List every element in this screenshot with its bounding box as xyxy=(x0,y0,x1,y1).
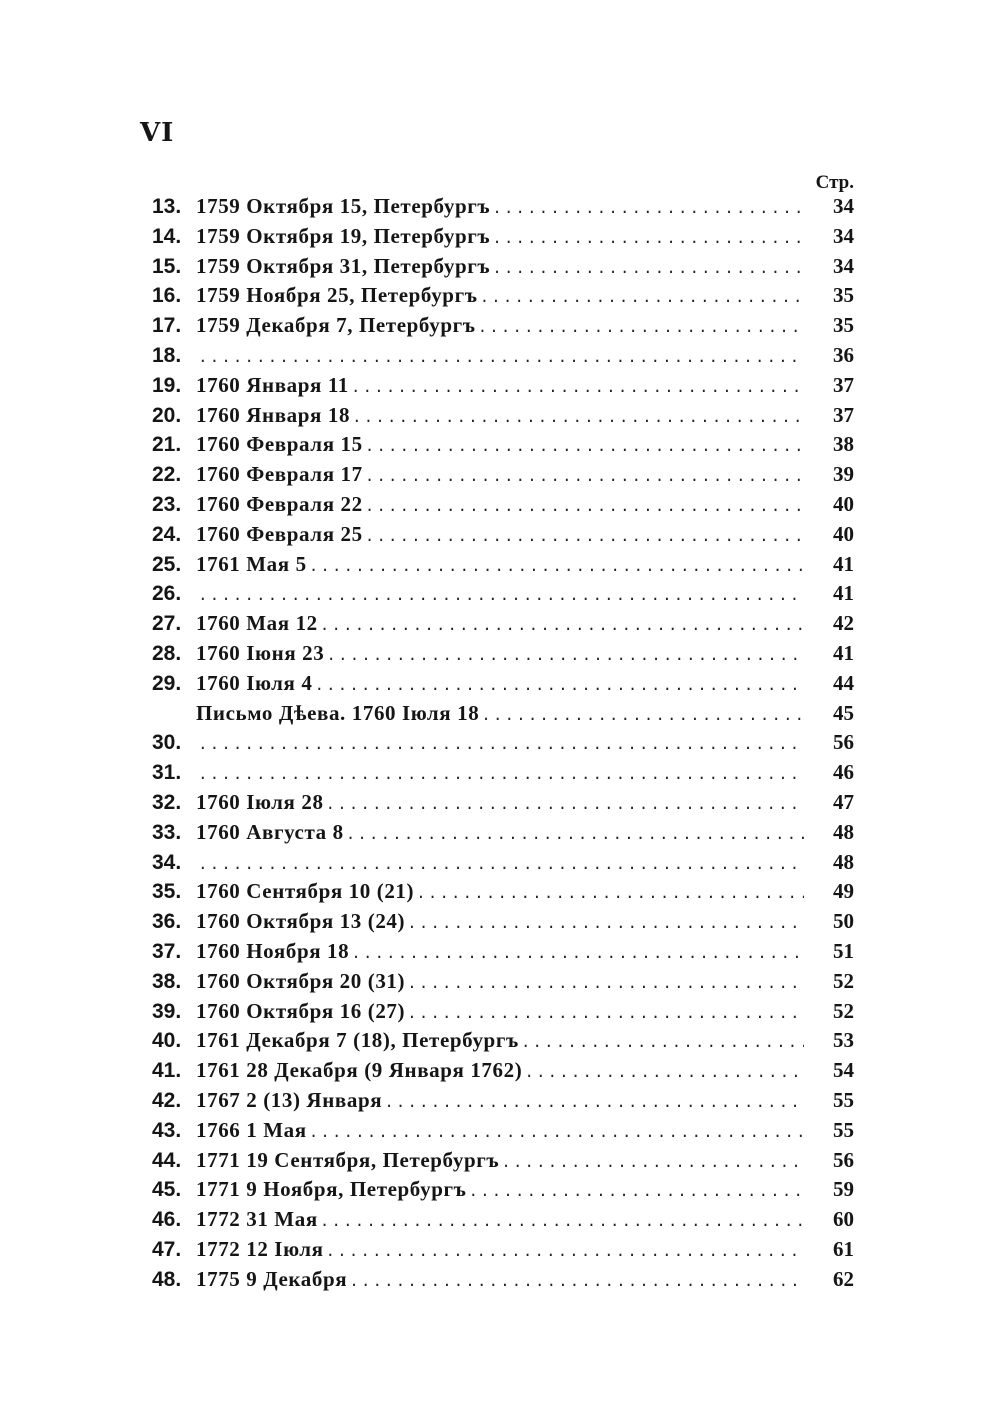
entry-number: 44. xyxy=(152,1148,182,1172)
toc-entry xyxy=(152,999,854,1029)
toc-entry xyxy=(152,313,854,343)
entry-number: 37. xyxy=(152,939,182,963)
entry-page: 38 xyxy=(833,432,854,457)
entry-page: 52 xyxy=(833,998,854,1023)
dot-leader xyxy=(481,707,804,725)
dot-leader xyxy=(492,230,804,248)
entry-title: 1759 Декабря 7, Петербургъ xyxy=(196,313,476,338)
dot-leader xyxy=(524,1064,804,1082)
entry-title: 1760 Февраля 15 xyxy=(196,432,363,457)
entry-title: 1760 Ноября 18 xyxy=(196,938,350,963)
entry-page: 41 xyxy=(833,581,854,606)
entry-title: 1759 Октября 15, Петербургъ xyxy=(196,194,491,218)
entry-number: 21. xyxy=(152,433,182,457)
entry-number: 27. xyxy=(152,612,182,636)
entry-number: 22. xyxy=(152,463,182,487)
dot-leader xyxy=(365,498,804,516)
toc-entry xyxy=(152,1237,854,1267)
toc-entry xyxy=(152,373,854,403)
entry-number: 25. xyxy=(152,552,182,576)
toc-entry xyxy=(152,760,854,790)
entry-page: 55 xyxy=(833,1117,854,1142)
entry-page: 56 xyxy=(833,1147,854,1172)
dot-leader xyxy=(349,1273,804,1291)
entry-page: 52 xyxy=(833,968,854,993)
entry-page: 44 xyxy=(833,670,854,695)
toc-entry xyxy=(152,432,854,462)
dot-leader xyxy=(384,1094,804,1112)
entry-page: 37 xyxy=(833,372,854,397)
toc-entry xyxy=(152,641,854,671)
dot-leader xyxy=(198,766,804,784)
entry-title: 1759 Ноября 25, Петербургъ xyxy=(196,283,478,308)
entry-page: 40 xyxy=(833,521,854,546)
toc-entry xyxy=(152,879,854,909)
entry-title: 1759 Октября 19, Петербургъ xyxy=(196,223,491,248)
entry-title: 1772 12 Іюля xyxy=(196,1236,324,1261)
dot-leader xyxy=(351,379,804,397)
entry-number: 41. xyxy=(152,1059,182,1083)
entry-page: 48 xyxy=(833,849,854,874)
entry-page: 36 xyxy=(833,342,854,367)
entry-page: 35 xyxy=(833,283,854,308)
entry-title: 1760 Октября 16 (27) xyxy=(196,998,406,1023)
dot-leader xyxy=(501,1154,804,1172)
entry-page: 54 xyxy=(833,1058,854,1083)
entry-title: 1761 Декабря 7 (18), Петербургъ xyxy=(196,1028,519,1053)
entry-number: 28. xyxy=(152,641,182,665)
entry-title: 1771 9 Ноября, Петербургъ xyxy=(196,1177,467,1202)
entry-page: 40 xyxy=(833,491,854,516)
entry-page: 53 xyxy=(833,1028,854,1053)
entry-title: 1761 28 Декабря (9 Января 1762) xyxy=(196,1058,523,1083)
entry-page: 45 xyxy=(833,700,854,725)
entry-number: 20. xyxy=(152,403,182,427)
entry-page: 41 xyxy=(833,640,854,665)
entry-page: 51 xyxy=(833,938,854,963)
entry-title: 1760 Февраля 25 xyxy=(196,521,363,546)
toc-entry xyxy=(152,909,854,939)
entry-title: 1775 9 Декабря xyxy=(196,1266,348,1291)
entry-title: 1760 Мая 12 xyxy=(196,611,318,636)
entry-number: 23. xyxy=(152,492,182,516)
dot-leader xyxy=(326,796,804,814)
toc-entry xyxy=(152,1028,854,1058)
entry-page: 61 xyxy=(833,1236,854,1261)
entry-page: 42 xyxy=(833,611,854,636)
toc-entry xyxy=(152,1118,854,1148)
dot-leader xyxy=(309,1124,804,1142)
dot-leader xyxy=(492,260,804,278)
entry-number: 14. xyxy=(152,224,182,248)
entry-page: 48 xyxy=(833,819,854,844)
dot-leader xyxy=(352,409,804,427)
toc-entry xyxy=(152,1177,854,1207)
toc-entry xyxy=(152,581,854,611)
entry-page: 60 xyxy=(833,1207,854,1232)
entry-number: 33. xyxy=(152,820,182,844)
toc-entry xyxy=(152,939,854,969)
dot-leader xyxy=(407,915,804,933)
dot-leader xyxy=(365,468,804,486)
dot-leader xyxy=(492,200,804,218)
toc-entry xyxy=(152,969,854,999)
toc-entry xyxy=(152,701,854,731)
dot-leader xyxy=(320,617,804,635)
entry-number: 13. xyxy=(152,195,182,218)
toc-entry xyxy=(152,790,854,820)
entry-number: 39. xyxy=(152,999,182,1023)
toc-entry xyxy=(152,1148,854,1178)
dot-leader xyxy=(521,1034,804,1052)
entry-number: 15. xyxy=(152,254,182,278)
entry-number: 24. xyxy=(152,522,182,546)
entry-number: 32. xyxy=(152,790,182,814)
entry-title: 1760 Августа 8 xyxy=(196,819,344,844)
entry-number: 45. xyxy=(152,1178,182,1202)
entry-title: 1760 Февраля 22 xyxy=(196,491,363,516)
entry-number: 16. xyxy=(152,284,182,308)
dot-leader xyxy=(407,975,804,993)
toc-entry xyxy=(152,224,854,254)
entry-page: 35 xyxy=(833,313,854,338)
entry-number: 47. xyxy=(152,1237,182,1261)
toc-entry xyxy=(152,283,854,313)
dot-leader xyxy=(480,289,804,307)
toc-entry xyxy=(152,492,854,522)
page-column-label: Стр. xyxy=(815,172,854,193)
entry-number: 40. xyxy=(152,1029,182,1053)
entry-page: 62 xyxy=(833,1266,854,1291)
toc-entry xyxy=(152,254,854,284)
toc-entry xyxy=(152,730,854,760)
toc-entry xyxy=(152,611,854,641)
entry-title: 1760 Іюня 23 xyxy=(196,640,325,665)
entry-title: 1759 Октября 31, Петербургъ xyxy=(196,253,491,278)
entry-title: 1760 Января 11 xyxy=(196,372,349,397)
entry-number: 30. xyxy=(152,731,182,755)
entry-number: 43. xyxy=(152,1118,182,1142)
dot-leader xyxy=(198,349,804,367)
entry-number: 34. xyxy=(152,850,182,874)
page-number: VI xyxy=(140,118,175,148)
dot-leader xyxy=(198,736,804,754)
entry-title: 1760 Іюля 4 xyxy=(196,670,313,695)
entry-page: 34 xyxy=(833,253,854,278)
dot-leader xyxy=(198,856,804,874)
dot-leader xyxy=(326,647,804,665)
entry-title: 1760 Января 18 xyxy=(196,402,351,427)
entry-page: 39 xyxy=(833,462,854,487)
table-of-contents xyxy=(152,194,854,1296)
entry-number: 26. xyxy=(152,582,182,606)
entry-title: 1772 31 Мая xyxy=(196,1207,318,1232)
entry-number: 46. xyxy=(152,1208,182,1232)
entry-title: 1767 2 (13) Января xyxy=(196,1087,383,1112)
entry-page: 55 xyxy=(833,1087,854,1112)
entry-page: 49 xyxy=(833,879,854,904)
entry-page: 50 xyxy=(833,909,854,934)
entry-number: 36. xyxy=(152,910,182,934)
dot-leader xyxy=(365,438,804,456)
entry-page: 56 xyxy=(833,730,854,755)
dot-leader xyxy=(309,558,804,576)
entry-number: 35. xyxy=(152,880,182,904)
entry-page: 59 xyxy=(833,1177,854,1202)
entry-number: 29. xyxy=(152,671,182,695)
toc-entry xyxy=(152,343,854,373)
toc-entry xyxy=(152,194,854,224)
toc-entry xyxy=(152,1207,854,1237)
dot-leader xyxy=(351,945,804,963)
toc-entry xyxy=(152,1058,854,1088)
dot-leader xyxy=(468,1183,804,1201)
entry-title: 1761 Мая 5 xyxy=(196,551,307,576)
entry-number: 31. xyxy=(152,761,182,785)
entry-number: 17. xyxy=(152,314,182,338)
toc-entry xyxy=(152,1088,854,1118)
entry-title: 1760 Октября 13 (24) xyxy=(196,909,406,934)
entry-page: 34 xyxy=(833,194,854,218)
dot-leader xyxy=(416,885,804,903)
entry-title: 1771 19 Сентября, Петербургъ xyxy=(196,1147,500,1172)
entry-title: 1760 Сентября 10 (21) xyxy=(196,879,415,904)
entry-number: 42. xyxy=(152,1088,182,1112)
entry-page: 46 xyxy=(833,760,854,785)
entry-page: 37 xyxy=(833,402,854,427)
entry-title: 1760 Октября 20 (31) xyxy=(196,968,406,993)
entry-number: 48. xyxy=(152,1267,182,1291)
entry-number: 19. xyxy=(152,373,182,397)
toc-entry xyxy=(152,462,854,492)
toc-entry xyxy=(152,522,854,552)
toc-entry xyxy=(152,850,854,880)
entry-page: 47 xyxy=(833,789,854,814)
entry-title: Письмо Дѣева. 1760 Іюля 18 xyxy=(196,700,480,725)
entry-page: 41 xyxy=(833,551,854,576)
entry-number: 18. xyxy=(152,343,182,367)
dot-leader xyxy=(320,1213,804,1231)
dot-leader xyxy=(407,1005,804,1023)
toc-entry xyxy=(152,1267,854,1297)
entry-title: 1766 1 Мая xyxy=(196,1117,307,1142)
dot-leader xyxy=(198,587,804,605)
toc-entry xyxy=(152,671,854,701)
dot-leader xyxy=(478,319,804,337)
dot-leader xyxy=(326,1243,804,1261)
toc-entry xyxy=(152,820,854,850)
dot-leader xyxy=(314,677,804,695)
toc-entry xyxy=(152,552,854,582)
dot-leader xyxy=(346,826,804,844)
entry-title: 1760 Іюля 28 xyxy=(196,789,324,814)
entry-page: 34 xyxy=(833,223,854,248)
dot-leader xyxy=(365,528,804,546)
entry-number: 38. xyxy=(152,969,182,993)
entry-title: 1760 Февраля 17 xyxy=(196,462,363,487)
toc-entry xyxy=(152,403,854,433)
